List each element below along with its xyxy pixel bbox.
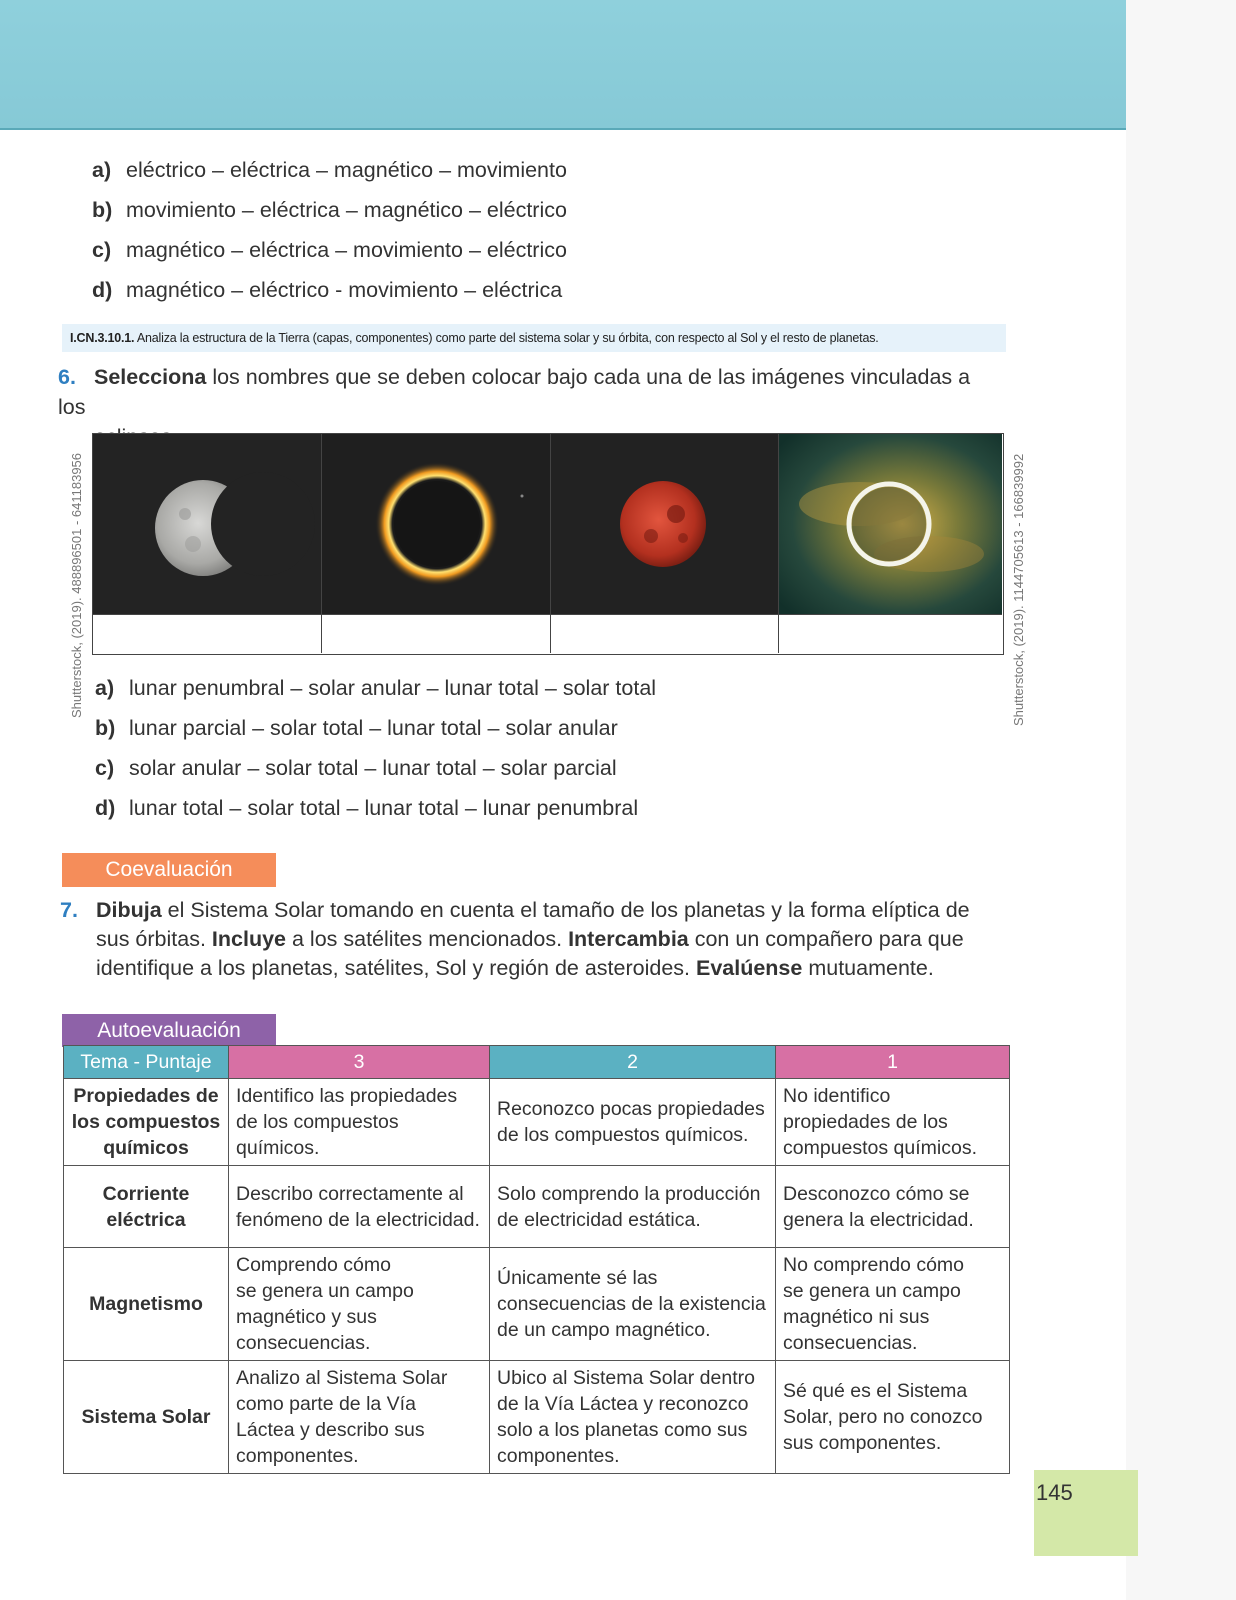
header-band	[0, 0, 1126, 130]
score-1-cell[interactable]: No identifico propiedades de los compuestos químicos.	[776, 1079, 1010, 1166]
topic-cell: Propiedades de los compuestos químicos	[64, 1079, 229, 1166]
eclipse-image-grid	[92, 433, 1004, 655]
table-row	[64, 1079, 1010, 1166]
topic-cell: Magnetismo	[64, 1248, 229, 1361]
eclipse-cell-1	[93, 434, 322, 653]
topic-cell: Corriente eléctrica	[64, 1166, 229, 1248]
question-7: 7. Dibuja el Sistema Solar tomando en cuenta el tamaño de los planetas y la forma elíptica de sus órbitas. Incluye a los satélites mencionados. Intercambia con un compañero para que identifique a los planetas, satélites, Sol y región de asteroides. Evalúense mutuamente.	[60, 898, 970, 980]
photo-credit-left: Shutterstock, (2019). 488896501 - 641183956	[69, 452, 84, 718]
self-assessment-rubric	[63, 1045, 1010, 1474]
page-number: 145	[1036, 1480, 1073, 1505]
question-6: 6. Selecciona los nombres que se deben colocar bajo cada una de las imágenes vinculadas a los	[58, 365, 971, 419]
q5-option-c[interactable]: c) magnético – eléctrica – movimiento – eléctrico	[92, 238, 567, 262]
lunar-penumbral-eclipse-photo	[93, 434, 321, 614]
score-2-cell[interactable]: Únicamente sé las consecuencias de la existencia de un campo magnético.	[490, 1248, 776, 1361]
q6-option-b[interactable]: b) lunar parcial – solar total – lunar total – solar anular	[95, 716, 618, 740]
score-1-cell[interactable]: Desconozco cómo se genera la electricidad.	[776, 1166, 1010, 1248]
score-1-cell[interactable]: No comprendo cómo se genera un campo magnético ni sus consecuencias.	[776, 1248, 1010, 1361]
q6-options	[95, 676, 656, 836]
topic-cell: Sistema Solar	[64, 1361, 229, 1474]
eclipse-cell-4	[779, 434, 1002, 653]
evaluation-indicator: I.CN.3.10.1. Analiza la estructura de la Tierra (capas, componentes) como parte del sistema solar y su órbita, con respecto al Sol y el resto de planetas.	[62, 324, 1006, 352]
q6-option-c[interactable]: c) solar anular – solar total – lunar total – solar parcial	[95, 756, 617, 780]
table-row	[64, 1361, 1010, 1474]
q5-options	[92, 158, 567, 318]
page-margin-strip	[1126, 0, 1236, 1600]
header-score-3: 3	[229, 1046, 490, 1079]
score-3-cell[interactable]: Analizo al Sistema Solar como parte de la Vía Láctea y describo sus componentes.	[229, 1361, 490, 1474]
lunar-total-eclipse-photo	[551, 434, 778, 614]
eclipse-label-box-3[interactable]	[551, 614, 778, 653]
score-3-cell[interactable]: Comprendo cómo se genera un campo magnético y sus consecuencias.	[229, 1248, 490, 1361]
photo-credit-right: Shutterstock, (2019). 1144705613 - 166839992	[1011, 453, 1026, 726]
score-3-cell[interactable]: Identifico las propiedades de los compuestos químicos.	[229, 1079, 490, 1166]
table-row	[64, 1166, 1010, 1248]
table-row	[64, 1248, 1010, 1361]
header-score-1: 1	[776, 1046, 1010, 1079]
score-3-cell[interactable]: Describo correctamente al fenómeno de la electricidad.	[229, 1166, 490, 1248]
solar-annular-eclipse-photo	[322, 434, 550, 614]
solar-total-eclipse-photo	[779, 434, 1002, 614]
coevaluacion-badge: Coevaluación	[62, 853, 276, 887]
eclipse-label-box-4[interactable]	[779, 614, 1002, 653]
autoevaluacion-badge: Autoevaluación	[62, 1014, 276, 1047]
rubric-header-row	[64, 1046, 1010, 1079]
score-2-cell[interactable]: Ubico al Sistema Solar dentro de la Vía Láctea y reconozco solo a los planetas como sus componentes.	[490, 1361, 776, 1474]
header-score-2: 2	[490, 1046, 776, 1079]
eclipse-cell-3	[551, 434, 779, 653]
header-tema-puntaje: Tema - Puntaje	[64, 1046, 229, 1079]
q5-option-a[interactable]: a) eléctrico – eléctrica – magnético – movimiento	[92, 158, 567, 182]
eclipse-cell-2	[322, 434, 551, 653]
score-2-cell[interactable]: Reconozco pocas propiedades de los compuestos químicos.	[490, 1079, 776, 1166]
score-1-cell[interactable]: Sé qué es el Sistema Solar, pero no conozco sus componentes.	[776, 1361, 1010, 1474]
q5-option-d[interactable]: d) magnético – eléctrico - movimiento – eléctrica	[92, 278, 563, 302]
eclipse-label-box-2[interactable]	[322, 614, 550, 653]
q5-option-b[interactable]: b) movimiento – eléctrica – magnético – eléctrico	[92, 198, 567, 222]
eclipse-label-box-1[interactable]	[93, 614, 321, 653]
q6-option-a[interactable]: a) lunar penumbral – solar anular – lunar total – solar total	[95, 676, 657, 700]
score-2-cell[interactable]: Solo comprendo la producción de electricidad estática.	[490, 1166, 776, 1248]
q6-option-d[interactable]: d) lunar total – solar total – lunar total – lunar penumbral	[95, 796, 639, 820]
